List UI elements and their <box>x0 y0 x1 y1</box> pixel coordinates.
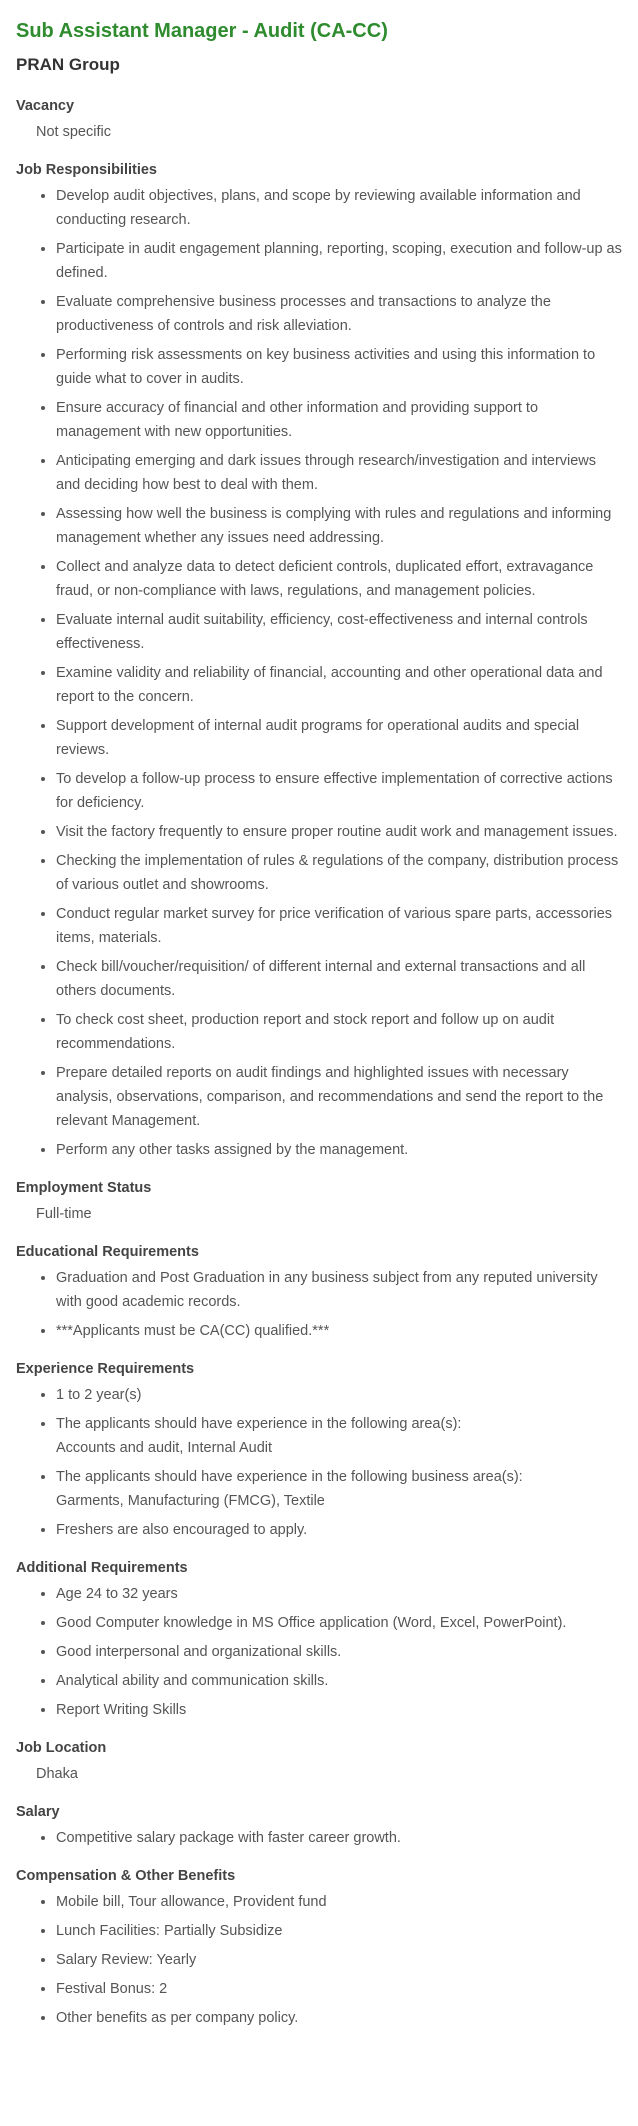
responsibilities-heading: Job Responsibilities <box>16 162 157 178</box>
experience-area-value: Accounts and audit, Internal Audit <box>56 1440 273 1456</box>
benefits-section <box>16 1866 622 2030</box>
location-value: Dhaka <box>36 1766 78 1782</box>
list-item: • Good Computer knowledge in MS Office application (Word, Excel, PowerPoint). <box>56 1611 622 1635</box>
employment-status-section <box>16 1178 622 1226</box>
list-item: • Good interpersonal and organizational skills. <box>56 1640 622 1664</box>
employment-status-value: Full-time <box>36 1206 92 1222</box>
location-section <box>16 1738 622 1786</box>
vacancy-heading: Vacancy <box>16 98 75 114</box>
list-item <box>56 1412 622 1460</box>
list-item: • Festival Bonus: 2 <box>56 1977 622 2001</box>
list-item: • Freshers are also encouraged to apply. <box>56 1518 622 1542</box>
list-item: • Salary Review: Yearly <box>56 1948 622 1972</box>
list-item: • To develop a follow-up process to ensure effective implementation of corrective actions for deficiency. <box>56 767 622 815</box>
responsibilities-list <box>16 184 622 1162</box>
list-item <box>56 1465 622 1513</box>
list-item: • Visit the factory frequently to ensure proper routine audit work and management issues. <box>56 820 622 844</box>
benefits-heading: Compensation & Other Benefits <box>16 1868 236 1884</box>
experience-section <box>16 1359 622 1542</box>
experience-business-value: Garments, Manufacturing (FMCG), Textile <box>56 1493 325 1509</box>
education-heading: Educational Requirements <box>16 1244 199 1260</box>
list-item: • Other benefits as per company policy. <box>56 2006 622 2030</box>
list-item: • Check bill/voucher/requisition/ of different internal and external transactions and all others documents. <box>56 955 622 1003</box>
list-item: • Conduct regular market survey for price verification of various spare parts, accessories items, materials. <box>56 902 622 950</box>
additional-heading: Additional Requirements <box>16 1560 188 1576</box>
list-item: • Assessing how well the business is complying with rules and regulations and informing management whether any issues need addressing. <box>56 502 622 550</box>
location-heading: Job Location <box>16 1740 107 1756</box>
list-item: • Report Writing Skills <box>56 1698 622 1722</box>
responsibilities-section <box>16 160 622 1162</box>
list-item: • Develop audit objectives, plans, and scope by reviewing available information and conducting research. <box>56 184 622 232</box>
list-item: • Lunch Facilities: Partially Subsidize <box>56 1919 622 1943</box>
list-item: • Anticipating emerging and dark issues through research/investigation and interviews and deciding how best to deal with them. <box>56 449 622 497</box>
list-item: • Evaluate internal audit suitability, efficiency, cost-effectiveness and internal controls effectiveness. <box>56 608 622 656</box>
employment-status-heading: Employment Status <box>16 1180 152 1196</box>
list-item: • 1 to 2 year(s) <box>56 1383 622 1407</box>
list-item: • To check cost sheet, production report and stock report and follow up on audit recommendations. <box>56 1008 622 1056</box>
salary-list <box>16 1826 622 1850</box>
additional-section <box>16 1558 622 1722</box>
list-item: • Collect and analyze data to detect deficient controls, duplicated effort, extravagance fraud, or non-compliance with laws, regulations, and management policies. <box>56 555 622 603</box>
experience-business-intro: • The applicants should have experience in the following business area(s): <box>56 1469 523 1485</box>
list-item: • Evaluate comprehensive business processes and transactions to analyze the productiveness of controls and risk alleviation. <box>56 290 622 338</box>
list-item: • Support development of internal audit programs for operational audits and special reviews. <box>56 714 622 762</box>
vacancy-value: Not specific <box>36 124 111 140</box>
company-name: PRAN Group <box>16 55 120 74</box>
list-item: • Examine validity and reliability of financial, accounting and other operational data and report to the concern. <box>56 661 622 709</box>
education-section <box>16 1242 622 1343</box>
list-item: • ***Applicants must be CA(CC) qualified.*** <box>56 1319 622 1343</box>
job-title: Sub Assistant Manager - Audit (CA-CC) <box>16 20 388 42</box>
list-item: • Ensure accuracy of financial and other information and providing support to management with new opportunities. <box>56 396 622 444</box>
list-item: • Mobile bill, Tour allowance, Provident fund <box>56 1890 622 1914</box>
salary-heading: Salary <box>16 1804 60 1820</box>
list-item: • Checking the implementation of rules & regulations of the company, distribution process of various outlet and showrooms. <box>56 849 622 897</box>
experience-list <box>16 1383 622 1542</box>
additional-list <box>16 1582 622 1722</box>
list-item: • Perform any other tasks assigned by the management. <box>56 1138 622 1162</box>
benefits-list <box>16 1890 622 2030</box>
list-item: • Competitive salary package with faster career growth. <box>56 1826 622 1850</box>
list-item: • Age 24 to 32 years <box>56 1582 622 1606</box>
list-item: • Graduation and Post Graduation in any business subject from any reputed university with good academic records. <box>56 1266 622 1314</box>
list-item: • Performing risk assessments on key business activities and using this information to guide what to cover in audits. <box>56 343 622 391</box>
salary-section <box>16 1802 622 1850</box>
list-item: • Analytical ability and communication skills. <box>56 1669 622 1693</box>
experience-area-intro: • The applicants should have experience in the following area(s): <box>56 1416 462 1432</box>
list-item: • Participate in audit engagement planning, reporting, scoping, execution and follow-up as defined. <box>56 237 622 285</box>
experience-heading: Experience Requirements <box>16 1361 195 1377</box>
vacancy-section <box>16 96 622 144</box>
education-list <box>16 1266 622 1343</box>
list-item: • Prepare detailed reports on audit findings and highlighted issues with necessary analysis, observations, comparison, and recommendations and send the report to the relevant Management. <box>56 1061 622 1133</box>
